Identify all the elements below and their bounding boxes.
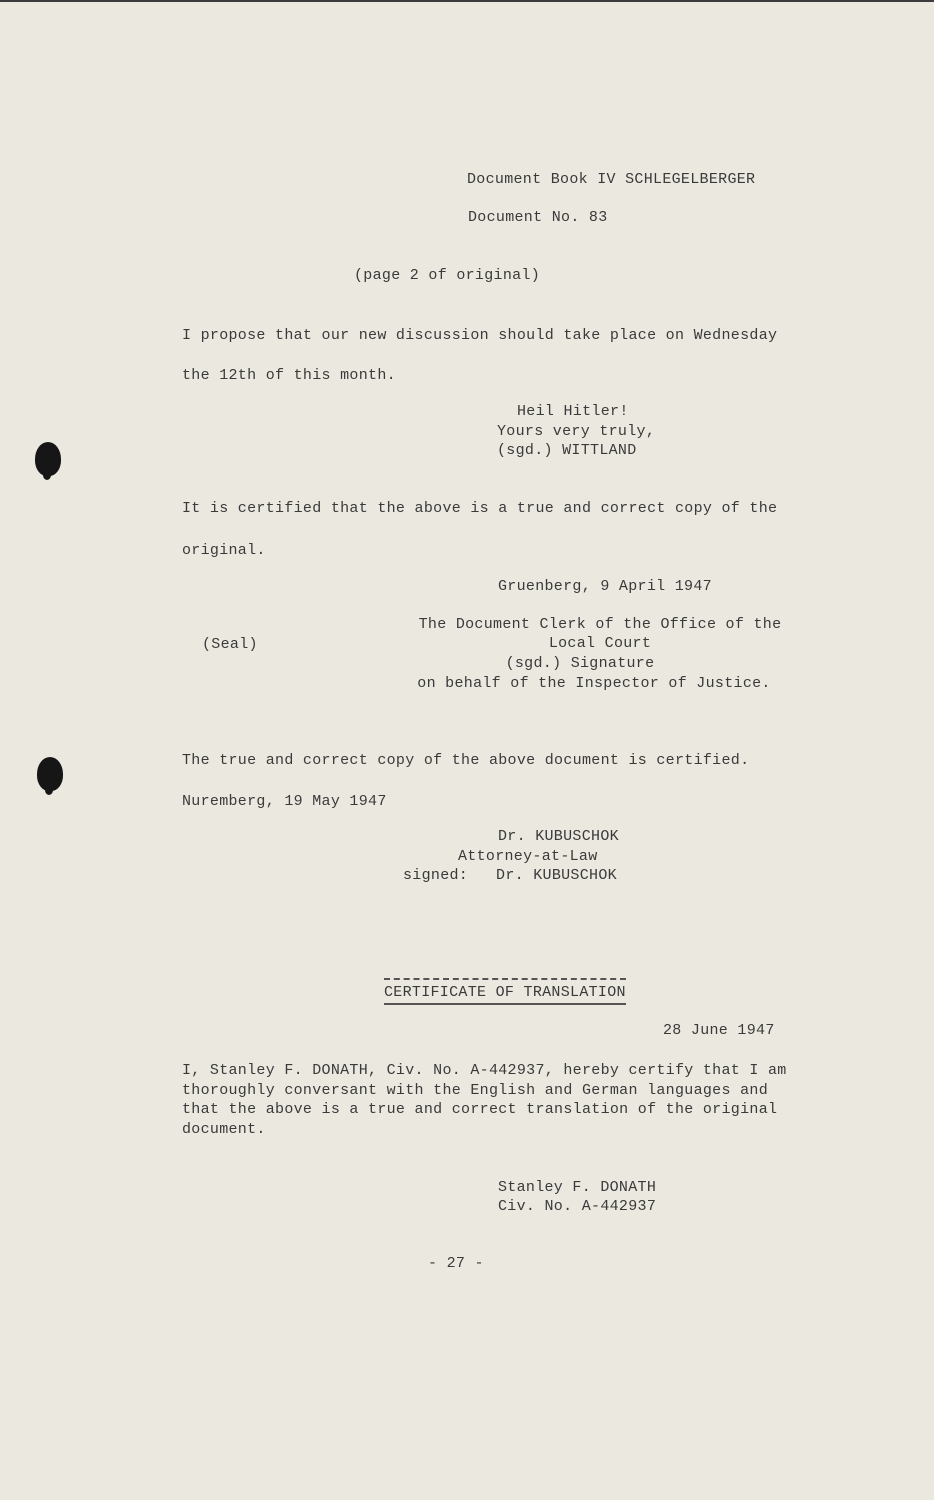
translation-certificate-title: CERTIFICATE OF TRANSLATION	[384, 983, 626, 1005]
seal-label: (Seal)	[202, 636, 258, 653]
clerk-line-4: on behalf of the Inspector of Justice.	[417, 675, 771, 692]
punch-hole-upper	[35, 442, 61, 476]
letter-line-1: I propose that our new discussion should take place on Wednesday	[182, 327, 778, 344]
letter-closing-salute: Heil Hitler!	[517, 403, 629, 420]
clerk-line-1: The Document Clerk of the Office of the	[418, 616, 782, 633]
punch-hole-lower	[37, 757, 63, 791]
translation-body-line-4: document.	[182, 1121, 266, 1138]
document-number: Document No. 83	[468, 209, 608, 226]
page-number: - 27 -	[428, 1255, 484, 1272]
page-reference: (page 2 of original)	[354, 267, 541, 284]
copy-certification-place-date: Nuremberg, 19 May 1947	[182, 793, 387, 810]
page-top-edge	[0, 0, 934, 2]
certification-place-date: Gruenberg, 9 April 1947	[498, 578, 712, 595]
letter-closing-regards: Yours very truly,	[497, 423, 656, 440]
translation-body-line-1: I, Stanley F. DONATH, Civ. No. A-442937, hereby certify that I am	[182, 1062, 787, 1079]
translation-body-line-2: thoroughly conversant with the English and German languages and	[182, 1082, 768, 1099]
translator-civ-number: Civ. No. A-442937	[498, 1198, 657, 1215]
letter-signature: (sgd.) WITTLAND	[497, 442, 637, 459]
translation-body-line-3: that the above is a true and correct translation of the original	[182, 1101, 778, 1118]
certification-line-1: It is certified that the above is a true and correct copy of the	[182, 500, 778, 517]
clerk-line-3: (sgd.) Signature	[505, 655, 655, 672]
attorney-signed-line: signed: Dr. KUBUSCHOK	[403, 867, 617, 884]
document-book-label: Document Book IV SCHLEGELBERGER	[467, 171, 756, 188]
attorney-name: Dr. KUBUSCHOK	[498, 828, 619, 845]
copy-certification-line: The true and correct copy of the above document is certified.	[182, 752, 750, 769]
translator-name: Stanley F. DONATH	[498, 1179, 657, 1196]
letter-line-2: the 12th of this month.	[182, 367, 396, 384]
certification-line-2: original.	[182, 542, 266, 559]
clerk-line-2: Local Court	[548, 635, 652, 652]
attorney-title: Attorney-at-Law	[458, 848, 598, 865]
translation-date: 28 June 1947	[663, 1022, 775, 1039]
